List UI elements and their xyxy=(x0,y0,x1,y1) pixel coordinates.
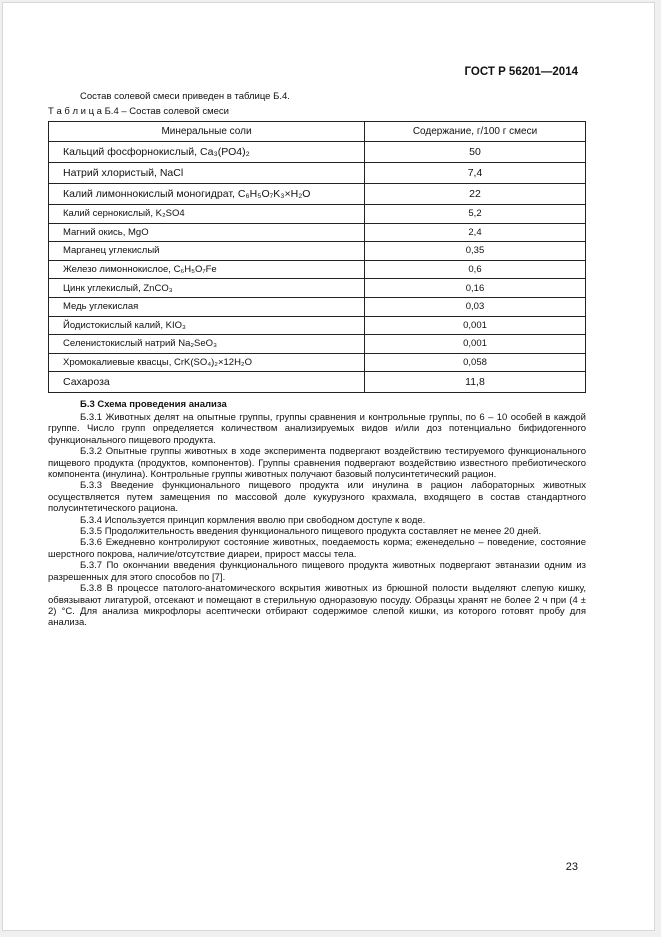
salt-content: 22 xyxy=(365,184,586,205)
paragraph: Б.3.1 Животных делят на опытные группы, группы сравнения и контрольные группы, по 6 – 10 особей в каждой группе. Число групп определяется количеством анализируемых видов и/или доз потенциально бифидогенного функционального пищевого продукта. xyxy=(48,412,586,446)
paragraph: Б.3.6 Ежедневно контролируют состояние животных, поедаемость корма; еженедельно – поведение, состояние шерстного покрова, наличие/отсутствие диареи, прирост массы тела. xyxy=(48,537,586,560)
salt-content: 0,001 xyxy=(365,335,586,354)
standard-header: ГОСТ Р 56201—2014 xyxy=(464,66,578,78)
paragraph: Б.3.3 Введение функционального пищевого продукта или инулина в рацион лабораторных животных осуществляется путем замещения по массовой доле кукурузного крахмала, входящего в состав стандартного полусинтетического рациона. xyxy=(48,480,586,515)
table-row xyxy=(49,316,586,335)
salt-name: Калий лимоннокислый моногидрат, C₆H₅O₇K₃×H₂O xyxy=(49,184,365,205)
salt-name: Медь углекислая xyxy=(49,297,365,316)
salt-content: 0,16 xyxy=(365,279,586,298)
table-row xyxy=(49,372,586,393)
document-page xyxy=(2,2,655,931)
section-body xyxy=(48,412,586,629)
salt-name: Марганец углекислый xyxy=(49,242,365,261)
salt-name: Калий сернокислый, K₂SO4 xyxy=(49,205,365,224)
table-row xyxy=(49,260,586,279)
salt-name: Йодистокислый калий, KIO₃ xyxy=(49,316,365,335)
salt-name: Селенистокислый натрий Na₂SeO₃ xyxy=(49,335,365,354)
paragraph: Б.3.8 В процессе патолого-анатомического вскрытия животных из брюшной полости выделяют слепую кишку, обвязывают лигатурой, отсекают и помещают в стерильную одноразовую посуду. Образцы хранят не более 2 ч при (4 ± 2) °С. Для анализа микрофлоры асептически отбирают содержимое слепой кишки, из которого готовят пробу для анализа. xyxy=(48,583,586,629)
salt-name: Натрий хлористый, NaCl xyxy=(49,163,365,184)
page-number: 23 xyxy=(565,861,578,873)
table-header-row xyxy=(49,122,586,142)
table-row xyxy=(49,242,586,261)
paragraph: Б.3.5 Продолжительность введения функционального пищевого продукта составляет не менее 20 дней. xyxy=(80,526,542,538)
intro-text: Состав солевой смеси приведен в таблице Б.4. xyxy=(80,91,290,102)
salt-name: Кальций фосфорнокислый, Са₃(РО4)₂ xyxy=(49,142,365,163)
table-row xyxy=(49,279,586,298)
column-header-content: Содержание, г/100 г смеси xyxy=(365,122,586,142)
table-row xyxy=(49,184,586,205)
salt-content: 50 xyxy=(365,142,586,163)
salt-name: Хромокалиевые квасцы, CrK(SO₄)₂×12H₂O xyxy=(49,353,365,372)
salt-content: 0,001 xyxy=(365,316,586,335)
table-row xyxy=(49,205,586,224)
paragraph: Б.3.7 По окончании введения функционального пищевого продукта животных подвергают эвтаназии одним из разрешенных для этого способов по [7]. xyxy=(48,560,586,583)
salt-name: Сахароза xyxy=(49,372,365,393)
salt-content: 7,4 xyxy=(365,163,586,184)
salt-content: 0,03 xyxy=(365,297,586,316)
salt-content: 0,6 xyxy=(365,260,586,279)
paragraph: Б.3.4 Используется принцип кормления вволю при свободном доступе к воде. xyxy=(80,514,426,526)
column-header-salt: Минеральные соли xyxy=(49,122,365,142)
salt-content: 11,8 xyxy=(365,372,586,393)
section-title: Б.3 Схема проведения анализа xyxy=(80,399,227,410)
salt-mixture-table xyxy=(48,121,586,393)
table-row xyxy=(49,353,586,372)
table-row xyxy=(49,142,586,163)
table-row xyxy=(49,223,586,242)
table-row xyxy=(49,297,586,316)
salt-content: 0,35 xyxy=(365,242,586,261)
salt-name: Магний окись, MgO xyxy=(49,223,365,242)
salt-name: Цинк углекислый, ZnCO₃ xyxy=(49,279,365,298)
salt-content: 2,4 xyxy=(365,223,586,242)
salt-content: 0,058 xyxy=(365,353,586,372)
paragraph: Б.3.2 Опытные группы животных в ходе эксперимента подвергают воздействию тестируемого функционального пищевого продукта (продуктов, компонентов). Группы сравнения подвергают воздействию известного пребиотического компонента (инулина). Контрольные группы животных получают базовый полусинтетический рацион. xyxy=(48,446,586,481)
salt-content: 5,2 xyxy=(365,205,586,224)
table-row xyxy=(49,163,586,184)
salt-name: Железо лимоннокислое, C₆H₅O₇Fe xyxy=(49,260,365,279)
table-title: Т а б л и ц а Б.4 – Состав солевой смеси xyxy=(48,106,229,117)
table-row xyxy=(49,335,586,354)
